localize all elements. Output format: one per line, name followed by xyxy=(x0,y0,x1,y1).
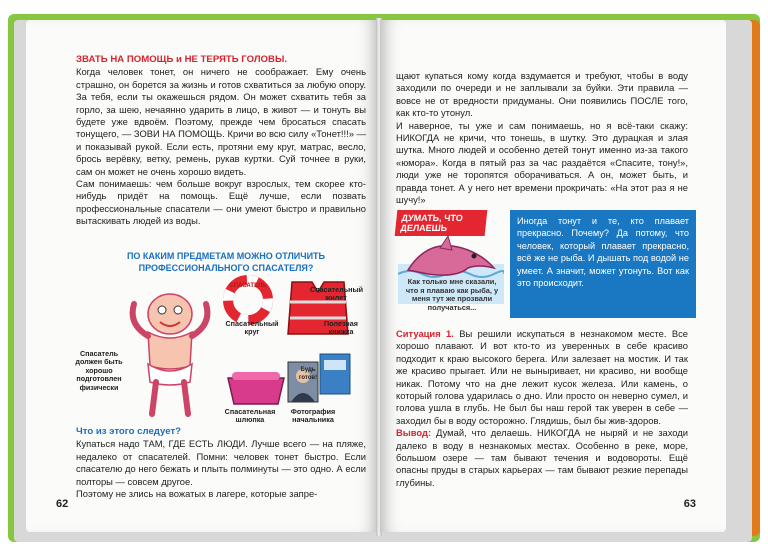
left-text-block-2 xyxy=(76,426,366,500)
page-number-right: 63 xyxy=(683,498,696,510)
boss-word: Будь готов! xyxy=(298,367,318,382)
label-ring: Спасательный круг xyxy=(225,319,279,337)
handbook-icon xyxy=(320,354,350,394)
section-heading-2: Что из этого следует? xyxy=(76,426,181,437)
think-heading-box: ДУМАТЬ, ЧТО ДЕЛАЕШЬ xyxy=(395,210,488,236)
label-book: Полезная книжка xyxy=(324,319,358,337)
rescue-boat-icon xyxy=(228,372,284,404)
paragraph: Поэтому не злись на вожатых в лагере, которые запре- xyxy=(76,488,318,500)
conclusion-paragraph xyxy=(396,427,688,489)
left-page xyxy=(26,20,378,532)
paragraph: Когда человек тонет, он ничего не соображает. Ему очень страшно, он борется за жизнь и готов схватиться за любую опору. За тебя, если ты окажешься рядом. Он может схватить тебя за горло, за шею, нечаянно ударить в лицо, в живот — и тонуть вы будете уже вдвоём. Поэтому, прежде чем бросаться спасать тонущего, — ЗОВИ НА ПОМОЩЬ. Кричи во всю силу «Тонет!!!» — и показывай рукой. Если есть, протяни ему круг, матрас, весло, брось верёвку, ветку, ремень, рукав куртки. Суй точнее в руки, сам он может не очень хорошо видеть. xyxy=(76,66,366,177)
ring-word: СПАСАТЕЛЬ xyxy=(229,283,267,289)
label-lifeguard: Спасатель должен быть хорошо подготовлен физически xyxy=(75,349,123,392)
right-text-block-1 xyxy=(396,70,688,206)
page-number-left: 62 xyxy=(56,498,69,510)
paragraph: Сам понимаешь: чем больше вокруг взрослых, тем скорее кто-нибудь придёт на помощь. Ещё лучше, если позвать профессиональные спасатели — они умеют быстро и правильно вытаскивать людей из воды. xyxy=(76,178,366,227)
label-vest: Спасательный жилет xyxy=(310,285,364,303)
right-text-block-2 xyxy=(396,328,688,489)
paragraph: И наверное, ты уже и сам понимаешь, но я всё-таки скажу: НИКОГДА не кричи, что тонешь, в шутку. Это дурацкая и злая шутка. Много людей и особенно детей тонут именно из-за такого «юмора». Когда в пятый раз за час раздаётся «Спасите, тону!», люди уже не торопятся оборачиваться. А он, может быть, и правда тонет. А у него нет времени прокричать: «На этот раз я не шучу!» xyxy=(396,119,688,206)
illustration-heading: ПО КАКИМ ПРЕДМЕТАМ МОЖНО ОТЛИЧИТЬ ПРОФЕССИОНАЛЬНОГО СПАСАТЕЛЯ? xyxy=(126,251,326,273)
conclusion-label: Вывод: xyxy=(396,427,432,439)
conclusion-text: Думай, что делаешь. НИКОГДА не ныряй и не заходи далеко в воду в незнакомых местах. Особенно в реке, море, большом озере — там бывают течения и водовороты. Ещё опасны пруды в старых карьерах — там бывают резкие перепады глубины. xyxy=(396,427,689,488)
left-text-block-1 xyxy=(76,54,366,228)
situation-paragraph xyxy=(396,328,688,427)
section-heading: ЗВАТЬ НА ПОМОЩЬ и НЕ ТЕРЯТЬ ГОЛОВЫ. xyxy=(76,54,288,65)
situation-text: Вы решили искупаться в незнакомом месте. Все хорошо плавают. И вот кто-то из уверенных в себе красиво подходит к краю высокого берега. Или залезает на мостик. И так же красиво прыгает. Или не выныривает, ни красиво, ни вообще никак. Потому что на дне лежит кусок железа. Или камень, о который голова ударилась о дно. Или просто он неверно сумел, и голова ушла в глубь. Не был бы наш герой так уверен в себе — заходил бы в воду осторожно. Глядишь, был бы жив-здоров. xyxy=(396,328,689,426)
right-page xyxy=(380,20,726,532)
label-boat: Спасательная шлюпка xyxy=(224,407,276,425)
lifeguard-figure-icon xyxy=(133,294,208,414)
paragraph: Купаться надо ТАМ, ГДЕ ЕСТЬ ЛЮДИ. Лучше всего — на пляже, недалеко от спасателей. Помни: человек тонет быстро. Если спасателю до него бежать и плыть полминуты — это одно. А если полторы — совсем другое. xyxy=(76,438,366,487)
label-photo: Фотография начальника xyxy=(290,407,336,425)
dolphin-caption: Как только мне сказали, что я плаваю как рыба, у меня тут же прозвали получаться... xyxy=(405,277,499,312)
situation-label: Ситуация 1. xyxy=(396,328,454,339)
paragraph: щают купаться кому когда вздумается и требуют, чтобы в воду заходили по очереди и не заплывали за буйки. Эти правила — вовсе не от вредности придуманы. Они появились ПОСЛЕ того, как кто-то утонул. xyxy=(396,70,688,119)
info-box: Иногда тонут и те, кто плавает прекрасно. Почему? Да потому, что человек, который плавает прекрасно, всё же не рыба. И дышать под водой не умеет. А значит, может утонуть. Вот как это происходит. xyxy=(510,210,696,318)
